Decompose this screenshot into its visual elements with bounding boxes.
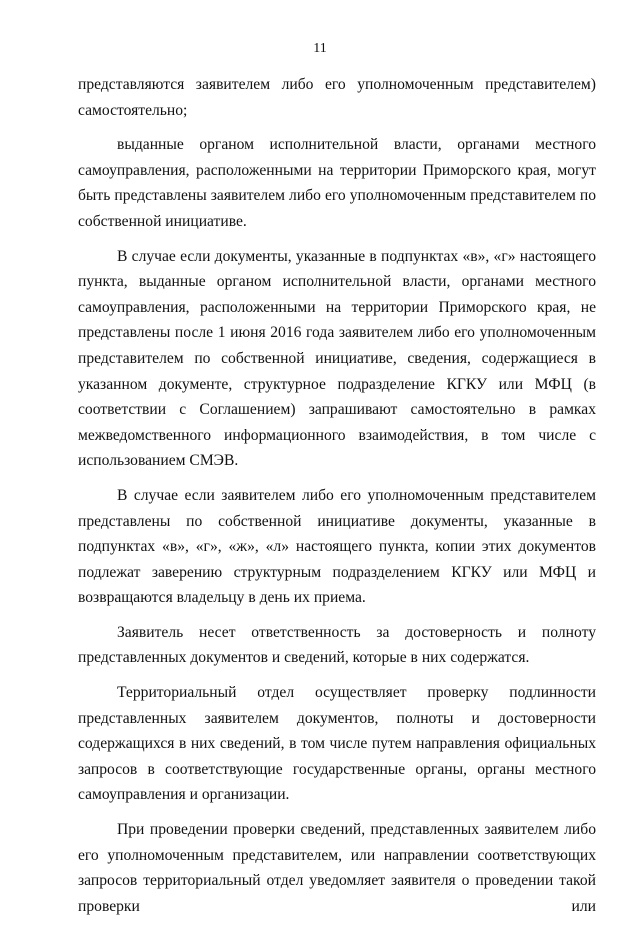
paragraph-6: Территориальный отдел осуществляет проверку подлинности представленных заявителем документов, полноты и достоверности содержащихся в них сведений, в том числе путем направления официальных запросов в соответствующие государственные органы, органы местного самоуправления и организации. [78, 684, 596, 804]
document-body [78, 72, 596, 928]
paragraph-4: В случае если заявителем либо его уполномоченным представителем представлены по собственной инициативе документы, указанные в подпунктах «в», «г», «ж», «л» настоящего пункта, копии этих документов подлежат заверению структурным подразделением КГКУ или МФЦ и возвращаются владельцу в день их приема. [78, 486, 596, 607]
paragraph-1: представляются заявителем либо его уполномоченным представителем) самостоятельно; [78, 76, 596, 119]
paragraph-2: выданные органом исполнительной власти, органами местного самоуправления, расположенными на территории Приморского края, могут быть представлены заявителем либо его уполномоченным представителем по собственной инициативе. [78, 136, 596, 230]
paragraph-7: При проведении проверки сведений, представленных заявителем либо его уполномоченным представителем, или направлении соответствующих запросов территориальный отдел уведомляет заявителя о проведении такой проверки или [78, 821, 596, 915]
page-number: 11 [313, 41, 327, 56]
paragraph-3: В случае если документы, указанные в подпунктах «в», «г» настоящего пункта, выданные органом исполнительной власти, органами местного самоуправления, расположенными на территории Приморского края, не представлены после 1 июня 2016 года заявителем либо его уполномоченным представителем по собственной инициативе, сведения, содержащиеся в указанном документе, структурное подразделение КГКУ или МФЦ (в соответствии с Соглашением) запрашивают самостоятельно в рамках межведомственного информационного взаимодействия, в том числе с использованием СМЭВ. [78, 247, 596, 470]
paragraph-5: Заявитель несет ответственность за достоверность и полноту представленных документов и сведений, которые в них содержатся. [78, 623, 596, 667]
